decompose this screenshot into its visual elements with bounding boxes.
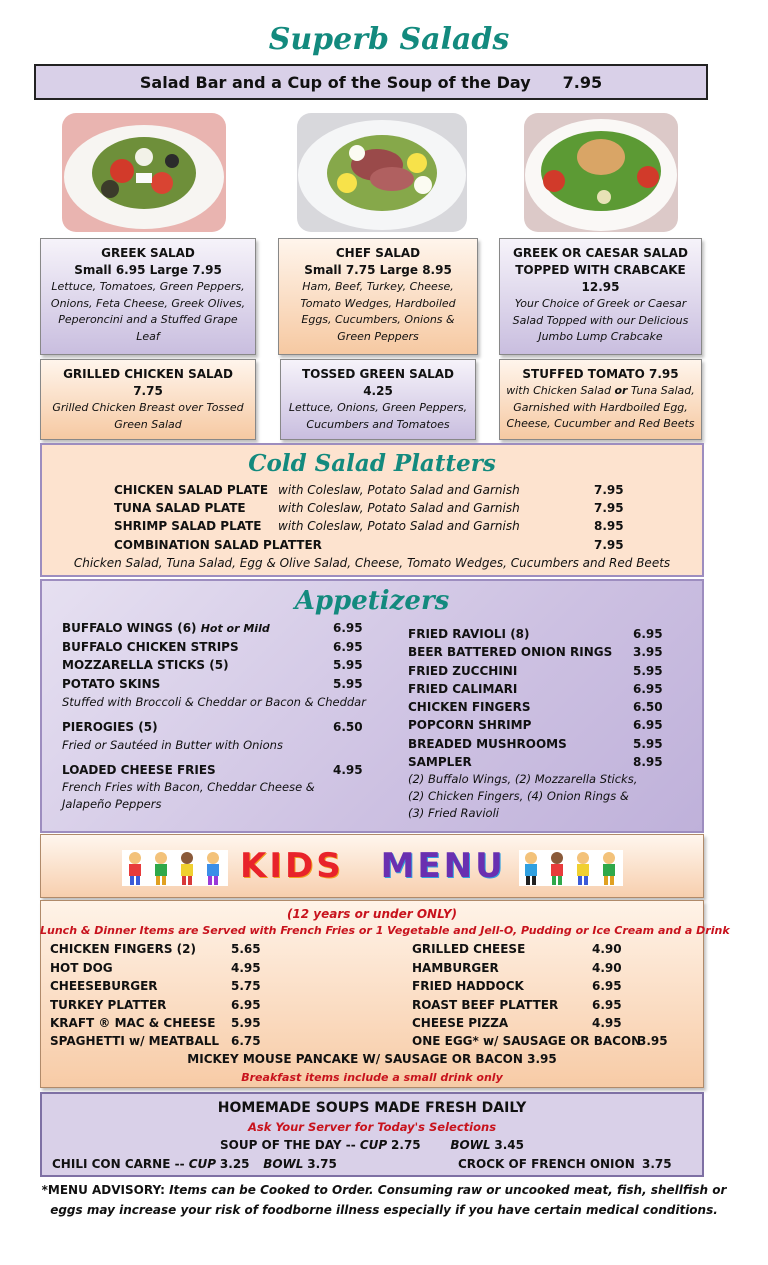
advisory-line-2: eggs may increase your risk of foodborne illness especially if you have certain medical conditions. [50,1203,718,1217]
appetizer-name: SAMPLER [408,755,472,769]
platter-name: CHICKEN SALAD PLATE [114,483,269,497]
crabcake-salad-name: GREEK OR CAESAR SALAD [512,246,689,260]
appetizer-price: 3.95 [633,645,663,659]
chili-cup-price: 3.25 [219,1157,250,1171]
tossed-salad-price: 4.25 [363,384,393,398]
appetizer-price: 5.95 [633,737,663,751]
kids-menu-title [240,846,506,890]
appetizer-name: BREADED MUSHROOMS [408,737,567,751]
crabcake-salad-card [499,238,702,355]
kids-item-price: 5.75 [231,979,261,993]
stuffed-tomato-desc-a: with Chicken Salad [506,384,615,397]
chili-label: CHILI CON CARNE -- [52,1157,189,1171]
sotd-label: SOUP OF THE DAY -- [220,1138,360,1152]
stuffed-tomato-desc-or: or [614,384,628,397]
crabcake-salad-name2: TOPPED WITH CRABCAKE [515,263,686,277]
kids-item-name: CHEESE PIZZA [412,1016,509,1030]
kids-item-name: CHICKEN FINGERS (2) [50,942,196,956]
grilled-chicken-salad-name: GRILLED CHICKEN SALAD [63,367,233,381]
loaded-fries-desc2: Jalapeño Peppers [62,797,162,811]
appetizer-name: FRIED RAVIOLI (8) [408,627,530,641]
kids-title-word: KIDS [240,846,344,886]
appetizer-price: 5.95 [633,664,663,678]
soups-title: HOMEMADE SOUPS MADE FRESH DAILY [217,1100,527,1116]
kids-item-price: 6.95 [592,998,622,1012]
menu-title-word: MENU [380,846,506,886]
tossed-salad-card [280,359,476,440]
chili-bowl-label: BOWL [263,1157,304,1171]
sotd-cup-label: CUP [359,1138,388,1152]
advisory-label: *MENU ADVISORY: [41,1183,170,1197]
kids-breakfast-note: Breakfast items include a small drink only [241,1071,503,1084]
combo-platter-desc: Chicken Salad, Tuna Salad, Egg & Olive Salad, Cheese, Tomato Wedges, Cucumbers and Red Beets [73,556,671,570]
potato-skins-desc: Stuffed with Broccoli & Cheddar or Bacon & Cheddar [62,695,366,709]
chef-salad-price: Small 7.75 Large 8.95 [304,263,452,277]
kids-item-price: 5.65 [231,942,261,956]
loaded-fries-desc1: French Fries with Bacon, Cheddar Cheese & [62,780,315,794]
soup-of-the-day-row [40,1138,704,1152]
kids-item-name: CHEESEBURGER [50,979,158,993]
page-title: Superb Salads [268,22,510,57]
kids-item-name: HAMBURGER [412,961,499,975]
stuffed-tomato-heading [506,366,695,383]
crabcake-salad-desc: Your Choice of Greek or Caesar Salad Topped with our Delicious Jumbo Lump Crabcake [512,297,689,343]
kids-item-price: 4.90 [592,942,622,956]
platter-row [114,483,268,497]
platter-desc: with Coleslaw, Potato Salad and Garnish [278,519,520,533]
platter-name: COMBINATION SALAD PLATTER [114,538,322,552]
menu-advisory [0,1180,768,1220]
grilled-chicken-salad-desc: Grilled Chicken Breast over Tossed Green Salad [52,401,244,431]
chef-salad-name: CHEF SALAD [335,246,421,260]
kids-item-price: 6.95 [231,998,261,1012]
appetizer-name: MOZZARELLA STICKS (5) [62,658,229,672]
kids-item-price: 4.95 [592,1016,622,1030]
appetizer-price: 6.95 [333,640,363,654]
loaded-fries-name: LOADED CHEESE FRIES [62,763,216,777]
cold-platters-title: Cold Salad Platters [248,450,496,477]
appetizer-price: 6.95 [633,718,663,732]
salad-bar-label: Salad Bar and a Cup of the Soup of the Day [139,72,531,92]
grilled-chicken-salad-card [40,359,256,440]
salad-bar-price: 7.95 [562,72,603,92]
stuffed-tomato-card [499,359,702,440]
pierogies-desc: Fried or Sautéed in Butter with Onions [62,738,283,752]
soups-ask-note: Ask Your Server for Today's Selections [247,1120,497,1134]
salad-bar-banner [34,64,708,100]
kids-illustration-left [122,850,228,886]
tossed-salad-name: TOSSED GREEN SALAD [302,367,454,381]
kids-item-price: 3.95 [638,1034,668,1048]
kids-item-price: 4.95 [231,961,261,975]
appetizer-price: 5.95 [333,677,363,691]
kids-item-price: 5.95 [231,1016,261,1030]
stuffed-tomato-desc [506,383,695,433]
greek-salad-price: Small 6.95 Large 7.95 [74,263,222,277]
appetizer-name: FRIED ZUCCHINI [408,664,518,678]
platter-desc: with Coleslaw, Potato Salad and Garnish [278,501,520,515]
appetizer-item [62,621,270,635]
platter-price: 7.95 [594,538,624,552]
advisory-line-1 [0,1180,768,1200]
kids-item-name: ONE EGG* w/ SAUSAGE OR BACON [412,1034,642,1048]
kids-item-name: TURKEY PLATTER [50,998,167,1012]
advisory-text-1: Items can be Cooked to Order. Consuming raw or uncooked meat, fish, shellfish or [169,1183,727,1197]
platter-desc: with Coleslaw, Potato Salad and Garnish [278,483,520,497]
pierogies-name: PIEROGIES (5) [62,720,158,734]
appetizer-price: 8.95 [633,755,663,769]
sampler-desc: (3) Fried Ravioli [408,806,499,820]
kids-item-price: 6.75 [231,1034,261,1048]
tossed-salad-desc: Lettuce, Onions, Green Peppers, Cucumbers and Tomatoes [288,401,468,431]
crock-onion-label: CROCK OF FRENCH ONION [458,1157,635,1171]
platter-price: 8.95 [594,519,624,533]
appetizer-price: 6.95 [333,621,363,635]
appetizer-name: POPCORN SHRIMP [408,718,532,732]
sotd-bowl-label: BOWL [450,1138,491,1152]
appetizers-title: Appetizers [294,586,450,616]
chili-cup-label: CUP [188,1157,217,1171]
appetizer-name: BEER BATTERED ONION RINGS [408,645,613,659]
sotd-cup-price: 2.75 [391,1138,421,1152]
sotd-bowl-price: 3.45 [494,1138,524,1152]
greek-salad-photo [62,113,226,232]
greek-salad-desc: Lettuce, Tomatoes, Green Peppers, Onions, Feta Cheese, Greek Olives, Peperoncini and a Stuffed Grape Leaf [50,280,246,343]
appetizer-price: 6.95 [633,627,663,641]
chef-salad-card [278,238,478,355]
crabcake-salad-price: 12.95 [581,280,620,294]
kids-item-name: ROAST BEEF PLATTER [412,998,559,1012]
kids-item-name: SPAGHETTI w/ MEATBALL [50,1034,220,1048]
appetizer-name: BUFFALO WINGS (6) [62,621,201,635]
kids-age-note: (12 years or under ONLY) [286,907,458,921]
stuffed-tomato-name: STUFFED TOMATO [522,367,645,381]
kids-illustration-right [519,850,623,886]
appetizer-name: FRIED CALIMARI [408,682,518,696]
kids-item-name: HOT DOG [50,961,113,975]
sampler-desc: (2) Chicken Fingers, (4) Onion Rings & [408,789,629,803]
kids-item-price: 4.90 [592,961,622,975]
grilled-chicken-salad-price: 7.75 [133,384,163,398]
platter-name: SHRIMP SALAD PLATE [114,519,262,533]
greek-salad-name: GREEK SALAD [101,246,195,260]
stuffed-tomato-price: 7.95 [648,367,679,381]
stuffed-tomato-desc-c: Tuna Salad, Garnished with Hardboiled Egg, Cheese, Cucumber and Red Beets [506,384,695,430]
kids-item-name: KRAFT ® MAC & CHEESE [50,1016,216,1030]
appetizer-price: 6.95 [633,682,663,696]
appetizer-price: 5.95 [333,658,363,672]
platter-price: 7.95 [594,501,624,515]
crock-onion-price: 3.75 [642,1157,672,1171]
kids-item-name: FRIED HADDOCK [412,979,524,993]
kids-pancake-item: MICKEY MOUSE PANCAKE W/ SAUSAGE OR BACON 3.95 [187,1052,557,1066]
crabcake-salad-photo [524,113,678,232]
greek-salad-card [40,238,256,355]
loaded-fries-price: 4.95 [333,763,363,777]
appetizer-name: BUFFALO CHICKEN STRIPS [62,640,239,654]
chef-salad-photo [297,113,467,232]
chili-row [52,1157,337,1171]
appetizer-note: Hot or Mild [200,622,270,635]
sampler-desc: (2) Buffalo Wings, (2) Mozzarella Sticks, [408,772,638,786]
platter-price: 7.95 [594,483,624,497]
kids-item-name: GRILLED CHEESE [412,942,526,956]
appetizer-price: 6.50 [633,700,663,714]
chef-salad-desc: Ham, Beef, Turkey, Cheese, Tomato Wedges, Hardboiled Eggs, Cucumbers, Onions & Green Peppers [300,280,456,343]
chili-bowl-price: 3.75 [307,1157,337,1171]
kids-served-note: Lunch & Dinner Items are Served with French Fries or 1 Vegetable and Jell-O, Pudding or Ice Cream and a Drink [40,924,730,937]
appetizer-name: CHICKEN FINGERS [408,700,531,714]
platter-name: TUNA SALAD PLATE [114,501,246,515]
appetizer-name: POTATO SKINS [62,677,161,691]
kids-item-price: 6.95 [592,979,622,993]
pierogies-price: 6.50 [333,720,363,734]
